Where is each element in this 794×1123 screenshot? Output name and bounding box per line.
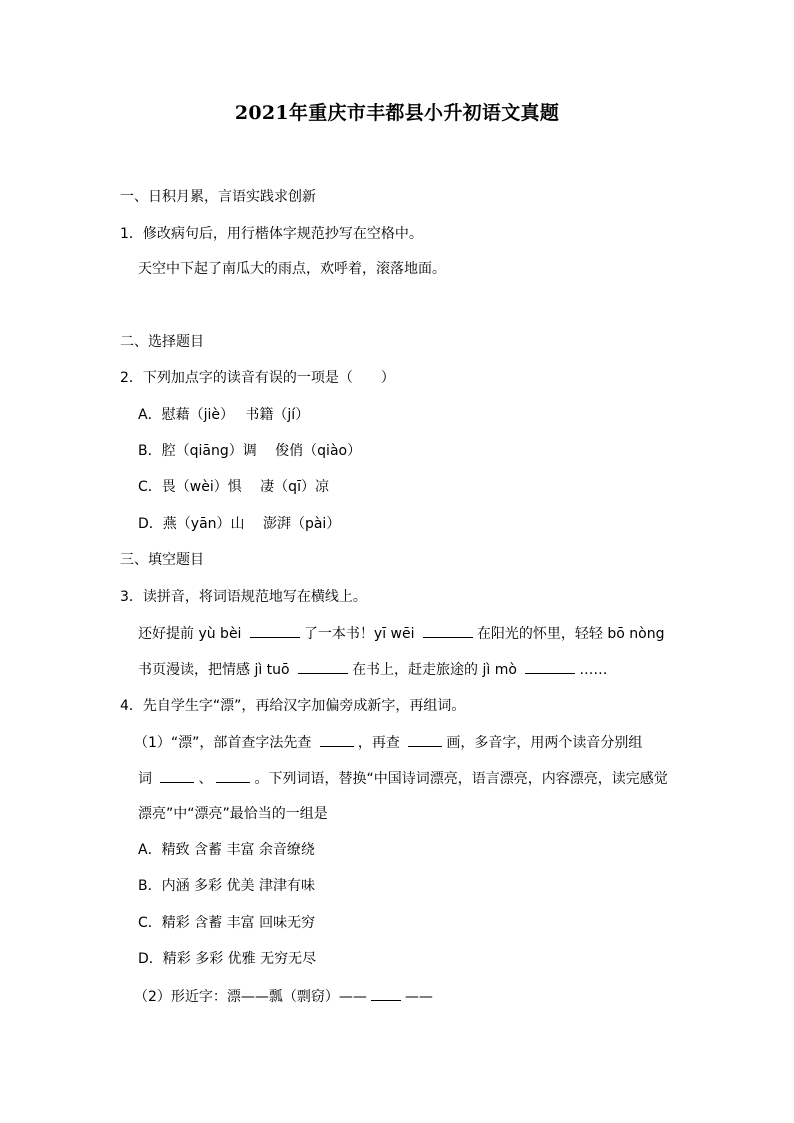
answer-blank[interactable]: [250, 623, 300, 638]
question-3-line-2: [138, 659, 607, 680]
question-1-stem: 1．修改病句后，用行楷体字规范抄写在空格中。: [120, 226, 423, 242]
text-segment: （2）形近字：漂——瓢（剽窃）——: [134, 989, 367, 1005]
section-heading-2: 二、选择题目: [120, 334, 204, 350]
text-segment: 。下列词语，替换“中国诗词漂亮，语言漂亮，内容漂亮，读完感觉: [254, 771, 668, 787]
text-segment: 词: [138, 771, 157, 787]
answer-blank[interactable]: [525, 659, 575, 674]
question-3-line-1: [138, 623, 665, 644]
question-2-stem: 2．下列加点字的读音有误的一项是（ ）: [120, 370, 395, 386]
text-segment: 书页漫读，把情感 jì tuō: [138, 662, 295, 678]
answer-blank[interactable]: [298, 659, 348, 674]
question-4-option-a: A．精致 含蓄 丰富 余音缭绕: [138, 842, 315, 858]
question-2-option-a: A．慰藉（jiè） 书籍（jí）: [138, 407, 310, 423]
question-2-option-d: D．燕（yān）山 澎湃（pài）: [138, 516, 341, 532]
text-segment: 、: [198, 771, 213, 787]
text-segment: （1）“漂”，部首查字法先查: [134, 735, 316, 751]
section-heading-1: 一、日积月累，言语实践求创新: [120, 189, 316, 205]
text-segment: 还好提前 yù bèi: [138, 626, 246, 642]
question-4-option-b: B．内涵 多彩 优美 津津有味: [138, 878, 315, 894]
answer-blank[interactable]: [160, 768, 194, 783]
text-segment: 在书上，赶走旅途的 jì mò: [352, 662, 522, 678]
answer-blank[interactable]: [216, 768, 250, 783]
document-title: 2021年重庆市丰都县小升初语文真题: [234, 102, 560, 124]
question-1-sentence: 天空中下起了南瓜大的雨点，欢呼着，滚落地面。: [138, 261, 446, 277]
section-heading-3: 三、填空题目: [120, 552, 204, 568]
question-4-part-2: [134, 986, 433, 1007]
question-4-part-1-line-3: 漂亮”中“漂亮”最恰当的一组是: [138, 806, 328, 822]
answer-blank[interactable]: [423, 623, 473, 638]
question-4-option-d: D．精彩 多彩 优雅 无穷无尽: [138, 951, 317, 967]
question-4-option-c: C．精彩 含蓄 丰富 回味无穷: [138, 915, 316, 931]
text-segment: ……: [579, 662, 608, 678]
question-2-option-c: C．畏（wèi）惧 凄（qī）凉: [138, 479, 329, 495]
text-segment: 画，多音字，用两个读音分别组: [446, 735, 643, 751]
question-3-stem: 3．读拼音，将词语规范地写在横线上。: [120, 589, 367, 605]
answer-blank[interactable]: [408, 732, 442, 747]
answer-blank[interactable]: [320, 732, 354, 747]
question-2-option-b: B．腔（qiāng）调 俊俏（qiào）: [138, 443, 362, 459]
text-segment: ，再查: [357, 735, 405, 751]
text-segment: ——: [404, 989, 433, 1005]
question-4-stem: 4．先自学生字“漂”，再给汉字加偏旁成新字，再组词。: [120, 698, 466, 714]
question-4-part-1-line-2: [138, 768, 668, 789]
question-4-part-1-line-1: [134, 732, 642, 753]
text-segment: 在阳光的怀里，轻轻 bō nòng: [476, 626, 665, 642]
answer-blank[interactable]: [371, 986, 401, 1001]
text-segment: 了一本书！yī wēi: [303, 626, 419, 642]
